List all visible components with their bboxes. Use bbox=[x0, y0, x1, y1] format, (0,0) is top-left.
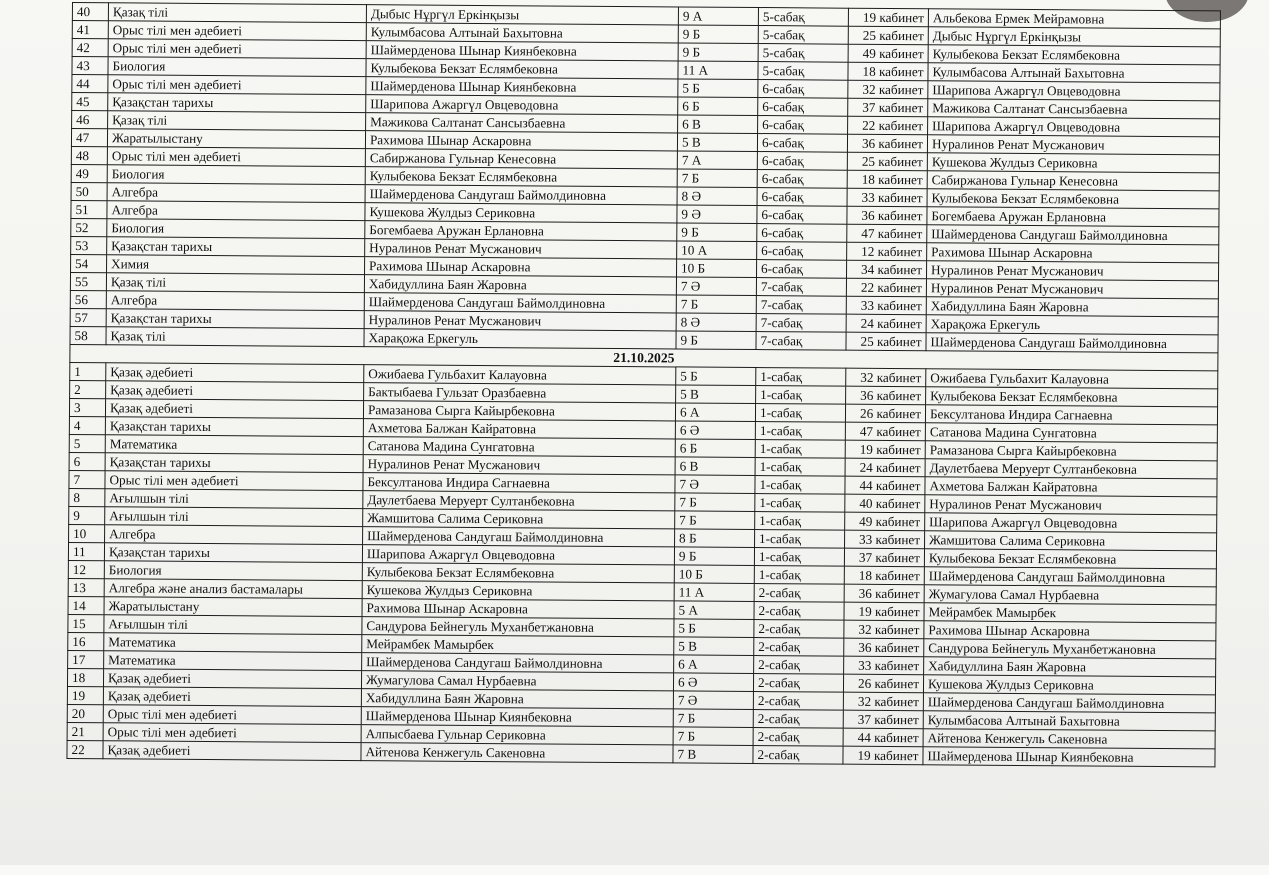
cell-row-number: 17 bbox=[68, 650, 104, 668]
cell-room: 33 кабинет bbox=[847, 188, 927, 207]
cell-lesson: 1-сабақ bbox=[755, 530, 845, 549]
cell-row-number: 49 bbox=[71, 164, 107, 182]
cell-lesson: 5-сабақ bbox=[758, 44, 848, 63]
cell-row-number: 3 bbox=[69, 398, 105, 416]
cell-class: 5 В bbox=[674, 637, 754, 656]
cell-lesson: 1-сабақ bbox=[755, 458, 845, 477]
cell-class: 7 Ә bbox=[676, 277, 756, 296]
cell-substitute-teacher: Дыбыс Нұргүл Еркінқызы bbox=[928, 27, 1220, 47]
cell-class: 7 В bbox=[673, 745, 753, 764]
cell-substitute-teacher: Мажикова Салтанат Сансызбаевна bbox=[928, 99, 1220, 119]
cell-room: 22 кабинет bbox=[846, 278, 926, 297]
cell-substitute-teacher: Рахимова Шынар Аскаровна bbox=[927, 243, 1219, 263]
cell-class: 8 Ә bbox=[677, 187, 757, 206]
cell-class: 10 Б bbox=[677, 259, 757, 278]
cell-lesson: 7-сабақ bbox=[756, 296, 846, 315]
cell-row-number: 21 bbox=[67, 722, 103, 740]
cell-lesson: 6-сабақ bbox=[757, 170, 847, 189]
cell-row-number: 19 bbox=[67, 686, 103, 704]
cell-room: 36 кабинет bbox=[847, 134, 927, 153]
cell-row-number: 53 bbox=[71, 236, 107, 254]
cell-lesson: 6-сабақ bbox=[758, 80, 848, 99]
cell-teacher: Жумагулова Самал Нурбаевна bbox=[361, 671, 673, 691]
cell-room: 47 кабинет bbox=[845, 422, 925, 441]
cell-substitute-teacher: Шаймерденова Шынар Киянбековна bbox=[923, 747, 1215, 767]
cell-subject: Орыс тілі мен әдебиеті bbox=[108, 39, 366, 59]
cell-lesson: 6-сабақ bbox=[757, 224, 847, 243]
cell-row-number: 9 bbox=[69, 506, 105, 524]
cell-substitute-teacher: Шарипова Ажаргүл Овцеводовна bbox=[928, 81, 1220, 101]
cell-lesson: 1-сабақ bbox=[756, 386, 846, 405]
cell-row-number: 10 bbox=[69, 524, 105, 542]
cell-class: 6 Ә bbox=[675, 421, 755, 440]
cell-subject: Биология bbox=[107, 165, 365, 185]
cell-room: 36 кабинет bbox=[844, 638, 924, 657]
cell-class: 7 Б bbox=[676, 295, 756, 314]
cell-subject: Алгебра bbox=[106, 291, 364, 311]
cell-subject: Жаратылыстану bbox=[104, 597, 362, 617]
cell-substitute-teacher: Даулетбаева Меруерт Султанбековна bbox=[925, 459, 1217, 479]
cell-class: 9 Ә bbox=[677, 205, 757, 224]
cell-row-number: 7 bbox=[69, 470, 105, 488]
cell-teacher: Сатанова Мадина Сунгатовна bbox=[363, 437, 675, 457]
cell-substitute-teacher: Кулымбасова Алтынай Бахытовна bbox=[928, 63, 1220, 83]
cell-room: 40 кабинет bbox=[845, 494, 925, 513]
cell-substitute-teacher: Ахметова Балжан Кайратовна bbox=[925, 477, 1217, 497]
cell-teacher: Бексултанова Индира Сагнаевна bbox=[363, 473, 675, 493]
cell-teacher: Кулыбекова Бекзат Еслямбековна bbox=[362, 563, 674, 583]
cell-subject: Орыс тілі мен әдебиеті bbox=[107, 147, 365, 167]
cell-room: 19 кабинет bbox=[843, 746, 923, 765]
cell-substitute-teacher: Бексултанова Индира Сагнаевна bbox=[925, 405, 1217, 425]
cell-teacher: Хабидуллина Баян Жаровна bbox=[361, 689, 673, 709]
cell-teacher: Кушекова Жулдыз Сериковна bbox=[365, 203, 677, 223]
cell-substitute-teacher: Хабидуллина Баян Жаровна bbox=[924, 657, 1216, 677]
cell-subject: Орыс тілі мен әдебиеті bbox=[108, 75, 366, 95]
cell-teacher: Кулыбекова Бекзат Еслямбековна bbox=[365, 167, 677, 187]
cell-room: 44 кабинет bbox=[843, 728, 923, 747]
cell-teacher: Бактыбаева Гульзат Оразбаевна bbox=[364, 383, 676, 403]
cell-lesson: 1-сабақ bbox=[754, 566, 844, 585]
cell-row-number: 5 bbox=[69, 434, 105, 452]
cell-substitute-teacher: Шаймерденова Сандугаш Баймолдиновна bbox=[924, 567, 1216, 587]
cell-substitute-teacher: Кушекова Жулдыз Сериковна bbox=[927, 153, 1219, 173]
cell-lesson: 7-сабақ bbox=[756, 278, 846, 297]
cell-lesson: 2-сабақ bbox=[754, 602, 844, 621]
cell-subject: Биология bbox=[108, 57, 366, 77]
cell-lesson: 2-сабақ bbox=[753, 746, 843, 765]
cell-subject: Алгебра bbox=[107, 201, 365, 221]
cell-teacher: Жамшитова Салима Сериковна bbox=[363, 509, 675, 529]
cell-substitute-teacher: Айтенова Кенжегуль Сакеновна bbox=[923, 729, 1215, 749]
cell-substitute-teacher: Шаймерденова Сандугаш Баймолдиновна bbox=[923, 693, 1215, 713]
cell-subject: Орыс тілі мен әдебиеті bbox=[105, 471, 363, 491]
cell-subject: Қазақ тілі bbox=[106, 327, 364, 347]
cell-lesson: 1-сабақ bbox=[755, 404, 845, 423]
cell-lesson: 7-сабақ bbox=[756, 332, 846, 351]
cell-subject: Қазақстан тарихы bbox=[106, 309, 364, 329]
cell-teacher: Рамазанова Сырга Кайырбековна bbox=[363, 401, 675, 421]
cell-subject: Қазақстан тарихы bbox=[104, 543, 362, 563]
cell-substitute-teacher: Нуралинов Ренат Мусжанович bbox=[925, 495, 1217, 515]
cell-class: 5 В bbox=[676, 385, 756, 404]
cell-lesson: 1-сабақ bbox=[755, 512, 845, 531]
date-label: 21.10.2025 bbox=[70, 344, 1218, 370]
cell-row-number: 52 bbox=[71, 218, 107, 236]
cell-lesson: 7-сабақ bbox=[756, 314, 846, 333]
cell-teacher: Богембаева Аружан Ерлановна bbox=[365, 221, 677, 241]
cell-subject: Ағылшын тілі bbox=[105, 489, 363, 509]
cell-row-number: 15 bbox=[68, 614, 104, 632]
cell-substitute-teacher: Шаймерденова Сандугаш Баймолдиновна bbox=[927, 225, 1219, 245]
cell-class: 6 В bbox=[678, 115, 758, 134]
cell-teacher: Айтенова Кенжегуль Сакеновна bbox=[361, 743, 673, 763]
cell-subject: Қазақстан тарихы bbox=[108, 93, 366, 113]
cell-row-number: 58 bbox=[70, 326, 106, 344]
cell-row-number: 45 bbox=[72, 93, 108, 111]
cell-substitute-teacher: Нуралинов Ренат Мусжанович bbox=[926, 279, 1218, 299]
cell-class: 6 Б bbox=[675, 439, 755, 458]
cell-substitute-teacher: Сандурова Бейнегуль Муханбетжановна bbox=[924, 639, 1216, 659]
cell-substitute-teacher: Сабиржанова Гульнар Кенесовна bbox=[927, 171, 1219, 191]
cell-subject: Жаратылыстану bbox=[107, 129, 365, 149]
cell-teacher: Мажикова Салтанат Сансызбаевна bbox=[366, 113, 678, 133]
cell-room: 24 кабинет bbox=[846, 314, 926, 333]
cell-row-number: 22 bbox=[67, 740, 103, 758]
cell-teacher: Сандурова Бейнегуль Муханбетжановна bbox=[362, 617, 674, 637]
cell-lesson: 2-сабақ bbox=[754, 620, 844, 639]
cell-substitute-teacher: Мейрамбек Мамырбек bbox=[924, 603, 1216, 623]
cell-row-number: 11 bbox=[68, 542, 104, 560]
cell-subject: Биология bbox=[107, 219, 365, 239]
cell-row-number: 20 bbox=[67, 704, 103, 722]
cell-substitute-teacher: Рамазанова Сырга Кайырбековна bbox=[925, 441, 1217, 461]
cell-lesson: 1-сабақ bbox=[756, 368, 846, 387]
cell-row-number: 42 bbox=[72, 39, 108, 57]
cell-class: 11 А bbox=[678, 61, 758, 80]
cell-room: 34 кабинет bbox=[846, 260, 926, 279]
schedule-table-wrap bbox=[66, 2, 1220, 767]
cell-room: 44 кабинет bbox=[845, 476, 925, 495]
cell-room: 36 кабинет bbox=[844, 584, 924, 603]
cell-substitute-teacher: Богембаева Аружан Ерлановна bbox=[927, 207, 1219, 227]
cell-substitute-teacher: Жумагулова Самал Нурбаевна bbox=[924, 585, 1216, 605]
cell-row-number: 47 bbox=[71, 129, 107, 147]
cell-lesson: 2-сабақ bbox=[754, 638, 844, 657]
cell-room: 49 кабинет bbox=[845, 512, 925, 531]
cell-room: 36 кабинет bbox=[846, 386, 926, 405]
cell-class: 7 А bbox=[677, 151, 757, 170]
cell-teacher: Рахимова Шынар Аскаровна bbox=[362, 599, 674, 619]
cell-row-number: 6 bbox=[69, 452, 105, 470]
cell-row-number: 18 bbox=[67, 668, 103, 686]
cell-room: 33 кабинет bbox=[844, 656, 924, 675]
cell-teacher: Шаймерденова Сандугаш Баймолдиновна bbox=[363, 527, 675, 547]
cell-teacher: Алпысбаева Гульнар Сериковна bbox=[361, 725, 673, 745]
cell-class: 7 Б bbox=[675, 511, 755, 530]
cell-teacher: Шаймерденова Шынар Киянбековна bbox=[361, 707, 673, 727]
cell-subject: Қазақ тілі bbox=[106, 273, 364, 293]
cell-teacher: Ожибаева Гульбахит Калауовна bbox=[364, 365, 676, 385]
cell-teacher: Нуралинов Ренат Мусжанович bbox=[364, 311, 676, 331]
photo-bottom-edge bbox=[0, 865, 1269, 875]
cell-lesson: 5-сабақ bbox=[758, 26, 848, 45]
cell-teacher: Ахметова Балжан Кайратовна bbox=[363, 419, 675, 439]
cell-substitute-teacher: Кулыбекова Бекзат Еслямбековна bbox=[928, 45, 1220, 65]
cell-row-number: 12 bbox=[68, 560, 104, 578]
cell-substitute-teacher: Харақожа Еркегуль bbox=[926, 315, 1218, 335]
cell-lesson: 2-сабақ bbox=[753, 728, 843, 747]
cell-teacher: Шаймерденова Шынар Киянбековна bbox=[366, 41, 678, 61]
cell-room: 32 кабинет bbox=[848, 80, 928, 99]
cell-substitute-teacher: Нуралинов Ренат Мусжанович bbox=[926, 261, 1218, 281]
cell-room: 37 кабинет bbox=[844, 548, 924, 567]
cell-substitute-teacher: Кулымбасова Алтынай Бахытовна bbox=[923, 711, 1215, 731]
cell-subject: Химия bbox=[107, 255, 365, 275]
cell-row-number: 40 bbox=[72, 3, 108, 21]
cell-subject: Ағылшын тілі bbox=[105, 507, 363, 527]
cell-substitute-teacher: Кулыбекова Бекзат Еслямбековна bbox=[927, 189, 1219, 209]
cell-room: 37 кабинет bbox=[843, 710, 923, 729]
cell-lesson: 1-сабақ bbox=[755, 440, 845, 459]
cell-class: 10 Б bbox=[674, 565, 754, 584]
cell-row-number: 14 bbox=[68, 596, 104, 614]
cell-room: 22 кабинет bbox=[848, 116, 928, 135]
cell-lesson: 6-сабақ bbox=[757, 206, 847, 225]
cell-teacher: Кулымбасова Алтынай Бахытовна bbox=[366, 23, 678, 43]
cell-subject: Ағылшын тілі bbox=[104, 615, 362, 635]
cell-class: 10 А bbox=[677, 241, 757, 260]
cell-room: 24 кабинет bbox=[845, 458, 925, 477]
cell-class: 7 Б bbox=[677, 169, 757, 188]
cell-subject: Математика bbox=[104, 633, 362, 653]
cell-row-number: 41 bbox=[72, 21, 108, 39]
cell-subject: Қазақ әдебиеті bbox=[106, 363, 364, 383]
cell-substitute-teacher: Кулыбекова Бекзат Еслямбековна bbox=[926, 387, 1218, 407]
cell-teacher: Даулетбаева Меруерт Султанбековна bbox=[363, 491, 675, 511]
cell-room: 25 кабинет bbox=[848, 26, 928, 45]
cell-subject: Қазақ әдебиеті bbox=[106, 381, 364, 401]
cell-lesson: 2-сабақ bbox=[753, 710, 843, 729]
cell-substitute-teacher: Шарипова Ажаргүл Овцеводовна bbox=[928, 117, 1220, 137]
cell-lesson: 1-сабақ bbox=[755, 476, 845, 495]
cell-row-number: 51 bbox=[71, 200, 107, 218]
cell-teacher: Шаймерденова Сандугаш Баймолдиновна bbox=[364, 293, 676, 313]
cell-subject: Орыс тілі мен әдебиеті bbox=[108, 21, 366, 41]
cell-subject: Қазақстан тарихы bbox=[105, 417, 363, 437]
cell-teacher: Хабидуллина Баян Жаровна bbox=[364, 275, 676, 295]
cell-subject: Қазақ әдебиеті bbox=[103, 687, 361, 707]
cell-class: 7 Ә bbox=[673, 691, 753, 710]
cell-class: 9 Б bbox=[677, 223, 757, 242]
cell-lesson: 6-сабақ bbox=[757, 188, 847, 207]
cell-lesson: 2-сабақ bbox=[754, 656, 844, 675]
cell-class: 8 Ә bbox=[676, 313, 756, 332]
cell-room: 18 кабинет bbox=[847, 170, 927, 189]
cell-class: 6 А bbox=[674, 655, 754, 674]
cell-class: 7 Б bbox=[675, 493, 755, 512]
cell-row-number: 13 bbox=[68, 578, 104, 596]
cell-substitute-teacher: Шарипова Ажаргүл Овцеводовна bbox=[925, 513, 1217, 533]
cell-lesson: 5-сабақ bbox=[758, 62, 848, 81]
cell-subject: Қазақ әдебиеті bbox=[103, 741, 361, 761]
cell-room: 12 кабинет bbox=[847, 242, 927, 261]
cell-substitute-teacher: Жамшитова Салима Сериковна bbox=[925, 531, 1217, 551]
cell-substitute-teacher: Ожибаева Гульбахит Калауовна bbox=[926, 369, 1218, 389]
cell-class: 7 Б bbox=[673, 727, 753, 746]
cell-room: 32 кабинет bbox=[844, 620, 924, 639]
cell-lesson: 6-сабақ bbox=[756, 260, 846, 279]
cell-room: 26 кабинет bbox=[845, 404, 925, 423]
cell-room: 26 кабинет bbox=[843, 674, 923, 693]
cell-lesson: 1-сабақ bbox=[755, 494, 845, 513]
cell-row-number: 56 bbox=[70, 290, 106, 308]
cell-substitute-teacher: Хабидуллина Баян Жаровна bbox=[926, 297, 1218, 317]
cell-subject: Биология bbox=[104, 561, 362, 581]
cell-row-number: 1 bbox=[70, 362, 106, 380]
cell-subject: Қазақстан тарихы bbox=[105, 453, 363, 473]
cell-subject: Алгебра bbox=[107, 183, 365, 203]
substitution-schedule-table bbox=[66, 2, 1221, 767]
cell-class: 9 Б bbox=[676, 331, 756, 350]
cell-row-number: 4 bbox=[69, 416, 105, 434]
cell-row-number: 57 bbox=[70, 308, 106, 326]
cell-room: 47 кабинет bbox=[847, 224, 927, 243]
cell-room: 33 кабинет bbox=[846, 296, 926, 315]
cell-lesson: 6-сабақ bbox=[757, 152, 847, 171]
cell-lesson: 6-сабақ bbox=[758, 98, 848, 117]
cell-row-number: 8 bbox=[69, 488, 105, 506]
cell-row-number: 2 bbox=[70, 380, 106, 398]
cell-subject: Қазақ тілі bbox=[108, 3, 366, 23]
cell-class: 5 Б bbox=[674, 619, 754, 638]
cell-room: 19 кабинет bbox=[844, 602, 924, 621]
cell-subject: Алгебра bbox=[105, 525, 363, 545]
cell-class: 5 Б bbox=[676, 367, 756, 386]
cell-class: 9 Б bbox=[674, 547, 754, 566]
cell-class: 5 Б bbox=[678, 79, 758, 98]
cell-class: 6 Ә bbox=[673, 673, 753, 692]
cell-substitute-teacher: Нуралинов Ренат Мусжанович bbox=[927, 135, 1219, 155]
cell-class: 6 А bbox=[675, 403, 755, 422]
cell-class: 9 А bbox=[678, 7, 758, 26]
cell-room: 19 кабинет bbox=[845, 440, 925, 459]
cell-subject: Математика bbox=[104, 651, 362, 671]
cell-class: 11 А bbox=[674, 583, 754, 602]
cell-teacher: Шаймерденова Сандугаш Баймолдиновна bbox=[365, 185, 677, 205]
cell-class: 6 В bbox=[675, 457, 755, 476]
cell-teacher: Сабиржанова Гульнар Кенесовна bbox=[365, 149, 677, 169]
cell-substitute-teacher: Сатанова Мадина Сунгатовна bbox=[925, 423, 1217, 443]
cell-teacher: Дыбыс Нұргүл Еркінқызы bbox=[366, 5, 678, 25]
cell-class: 5 А bbox=[674, 601, 754, 620]
cell-teacher: Нуралинов Ренат Мусжанович bbox=[365, 239, 677, 259]
cell-subject: Орыс тілі мен әдебиеті bbox=[103, 723, 361, 743]
cell-lesson: 6-сабақ bbox=[757, 134, 847, 153]
cell-room: 32 кабинет bbox=[846, 368, 926, 387]
cell-subject: Математика bbox=[105, 435, 363, 455]
cell-teacher: Кулыбекова Бекзат Еслямбековна bbox=[366, 59, 678, 79]
cell-room: 49 кабинет bbox=[848, 44, 928, 63]
cell-row-number: 48 bbox=[71, 146, 107, 164]
cell-subject: Қазақ әдебиеті bbox=[105, 399, 363, 419]
cell-lesson: 2-сабақ bbox=[753, 674, 843, 693]
cell-substitute-teacher: Кулыбекова Бекзат Еслямбековна bbox=[924, 549, 1216, 569]
cell-teacher: Рахимова Шынар Аскаровна bbox=[365, 257, 677, 277]
cell-subject: Алгебра және анализ бастамалары bbox=[104, 579, 362, 599]
cell-teacher: Кушекова Жулдыз Сериковна bbox=[362, 581, 674, 601]
cell-class: 6 Б bbox=[678, 97, 758, 116]
cell-room: 18 кабинет bbox=[848, 62, 928, 81]
cell-lesson: 2-сабақ bbox=[754, 584, 844, 603]
cell-lesson: 6-сабақ bbox=[758, 116, 848, 135]
cell-room: 25 кабинет bbox=[846, 332, 926, 351]
cell-substitute-teacher: Шаймерденова Сандугаш Баймолдиновна bbox=[926, 333, 1218, 353]
cell-row-number: 43 bbox=[72, 57, 108, 75]
cell-subject: Қазақ тілі bbox=[108, 111, 366, 131]
cell-class: 5 В bbox=[677, 133, 757, 152]
cell-teacher: Шаймерденова Шынар Киянбековна bbox=[366, 77, 678, 97]
cell-row-number: 50 bbox=[71, 182, 107, 200]
cell-class: 9 Б bbox=[678, 43, 758, 62]
cell-row-number: 54 bbox=[71, 254, 107, 272]
cell-teacher: Мейрамбек Мамырбек bbox=[362, 635, 674, 655]
cell-teacher: Шарипова Ажаргүл Овцеводовна bbox=[362, 545, 674, 565]
cell-class: 8 Б bbox=[675, 529, 755, 548]
cell-room: 18 кабинет bbox=[844, 566, 924, 585]
cell-row-number: 44 bbox=[72, 75, 108, 93]
cell-class: 7 Б bbox=[673, 709, 753, 728]
cell-teacher: Шарипова Ажаргүл Овцеводовна bbox=[366, 95, 678, 115]
cell-row-number: 55 bbox=[70, 272, 106, 290]
cell-room: 19 кабинет bbox=[848, 8, 928, 27]
cell-room: 37 кабинет bbox=[848, 98, 928, 117]
cell-room: 36 кабинет bbox=[847, 206, 927, 225]
schedule-body-part2 bbox=[67, 362, 1218, 766]
cell-class: 9 Б bbox=[678, 25, 758, 44]
cell-substitute-teacher: Рахимова Шынар Аскаровна bbox=[924, 621, 1216, 641]
cell-teacher: Шаймерденова Сандугаш Баймолдиновна bbox=[362, 653, 674, 673]
cell-teacher: Нуралинов Ренат Мусжанович bbox=[363, 455, 675, 475]
cell-subject: Орыс тілі мен әдебиеті bbox=[103, 705, 361, 725]
cell-lesson: 1-сабақ bbox=[754, 548, 844, 567]
cell-substitute-teacher: Альбекова Ермек Мейрамовна bbox=[928, 9, 1220, 29]
cell-teacher: Харақожа Еркегуль bbox=[364, 329, 676, 349]
schedule-body-part1 bbox=[70, 3, 1220, 353]
cell-room: 32 кабинет bbox=[843, 692, 923, 711]
cell-room: 25 кабинет bbox=[847, 152, 927, 171]
cell-lesson: 6-сабақ bbox=[757, 242, 847, 261]
cell-class: 7 Ә bbox=[675, 475, 755, 494]
cell-row-number: 46 bbox=[72, 111, 108, 129]
cell-lesson: 1-сабақ bbox=[755, 422, 845, 441]
cell-room: 33 кабинет bbox=[845, 530, 925, 549]
cell-lesson: 2-сабақ bbox=[753, 692, 843, 711]
cell-row-number: 16 bbox=[68, 632, 104, 650]
cell-subject: Қазақ әдебиеті bbox=[103, 669, 361, 689]
cell-substitute-teacher: Кушекова Жулдыз Сериковна bbox=[923, 675, 1215, 695]
cell-lesson: 5-сабақ bbox=[758, 8, 848, 27]
cell-subject: Қазақстан тарихы bbox=[107, 237, 365, 257]
cell-teacher: Рахимова Шынар Аскаровна bbox=[365, 131, 677, 151]
